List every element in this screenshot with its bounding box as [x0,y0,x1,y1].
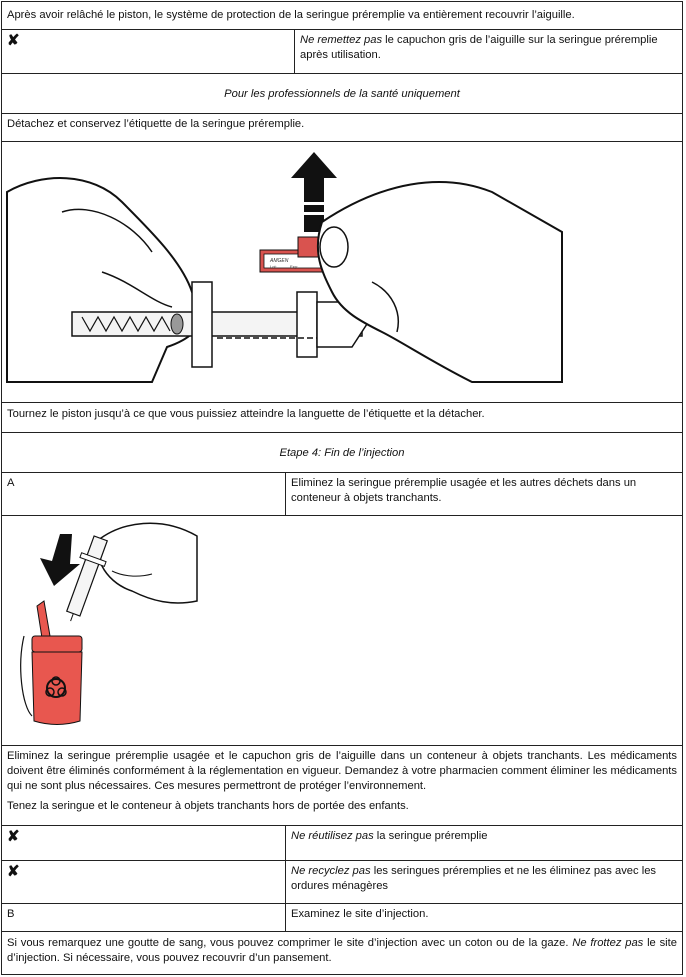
professionals-heading: Pour les professionnels de la santé uniquement [224,88,460,100]
disposal-text-row [1,745,683,826]
intro-text: Après avoir relâché le piston, le système de protection de la seringue préremplie va entièrement recouvrir l’aiguille. [7,9,575,21]
arrow-down-icon [40,534,80,586]
cross-icon: ✘ [7,828,20,845]
detach-row [1,113,683,142]
step4-heading: Etape 4: Fin de l’injection [279,447,405,459]
intro-row [1,1,683,30]
blood-note-row [1,931,683,975]
step4-row [1,432,683,473]
warning-row-2 [1,825,683,861]
label-exp: Exp: [290,264,299,269]
label-lot: Lot: [270,264,277,269]
warning-text-1: Ne remettez pas le capuchon gris de l’aiguille sur la seringue préremplie après utilisation. [300,34,658,61]
disposal-paragraph: Eliminez la seringue préremplie usagée et le capuchon gris de l’aiguille dans un conteneur à objets tranchants. Les médicaments doivent être éliminés conformément à la réglementation en vigueur. Demandez à votre pharmacien comment éliminer les médicaments qui ne sont plus nécessaires. Ces mesures permettront de protéger l’environnement. [7,750,677,792]
step-a-row [1,472,683,516]
blood-note-text: Si vous remarquez une goutte de sang, vous pouvez comprimer le site d’injection avec un coton ou de la gaze. Ne frottez pas le site d’injection. Si nécessaire, vous pouvez recouvrir d’un pansement. [7,937,677,964]
step-a-text: Eliminez la seringue préremplie usagée et les autres déchets dans un conteneur à objets tranchants. [291,477,637,504]
syringe-label-illustration [2,142,682,402]
step-b-text: Examinez le site d’injection. [291,908,429,920]
keep-away-text: Tenez la seringue et le conteneur à objets tranchants hors de portée des enfants. [7,800,409,812]
cross-icon: ✘ [7,32,20,49]
warning-text-2: Ne réutilisez pas la seringue préremplie [291,830,488,842]
warning-row-1 [1,29,683,74]
step-a-letter: A [7,477,15,489]
detach-text: Détachez et conservez l’étiquette de la seringue préremplie. [7,118,305,130]
disposal-illustration-row [1,515,683,746]
rotate-text: Tournez le piston jusqu’à ce que vous puissiez atteindre la languette de l’étiquette et la détacher. [7,408,485,420]
step-b-row [1,903,683,932]
warning-row-3 [1,860,683,904]
rotate-row [1,402,683,433]
step-b-letter: B [7,908,15,920]
label-brand: AMGEN [270,258,289,264]
sharps-disposal-illustration [2,516,682,745]
professionals-row [1,73,683,114]
label-illustration-row [1,141,683,403]
cross-icon: ✘ [7,863,20,880]
warning-text-3: Ne recyclez pas les seringues préremplies et ne les éliminez pas avec les ordures ménagères [291,865,657,892]
